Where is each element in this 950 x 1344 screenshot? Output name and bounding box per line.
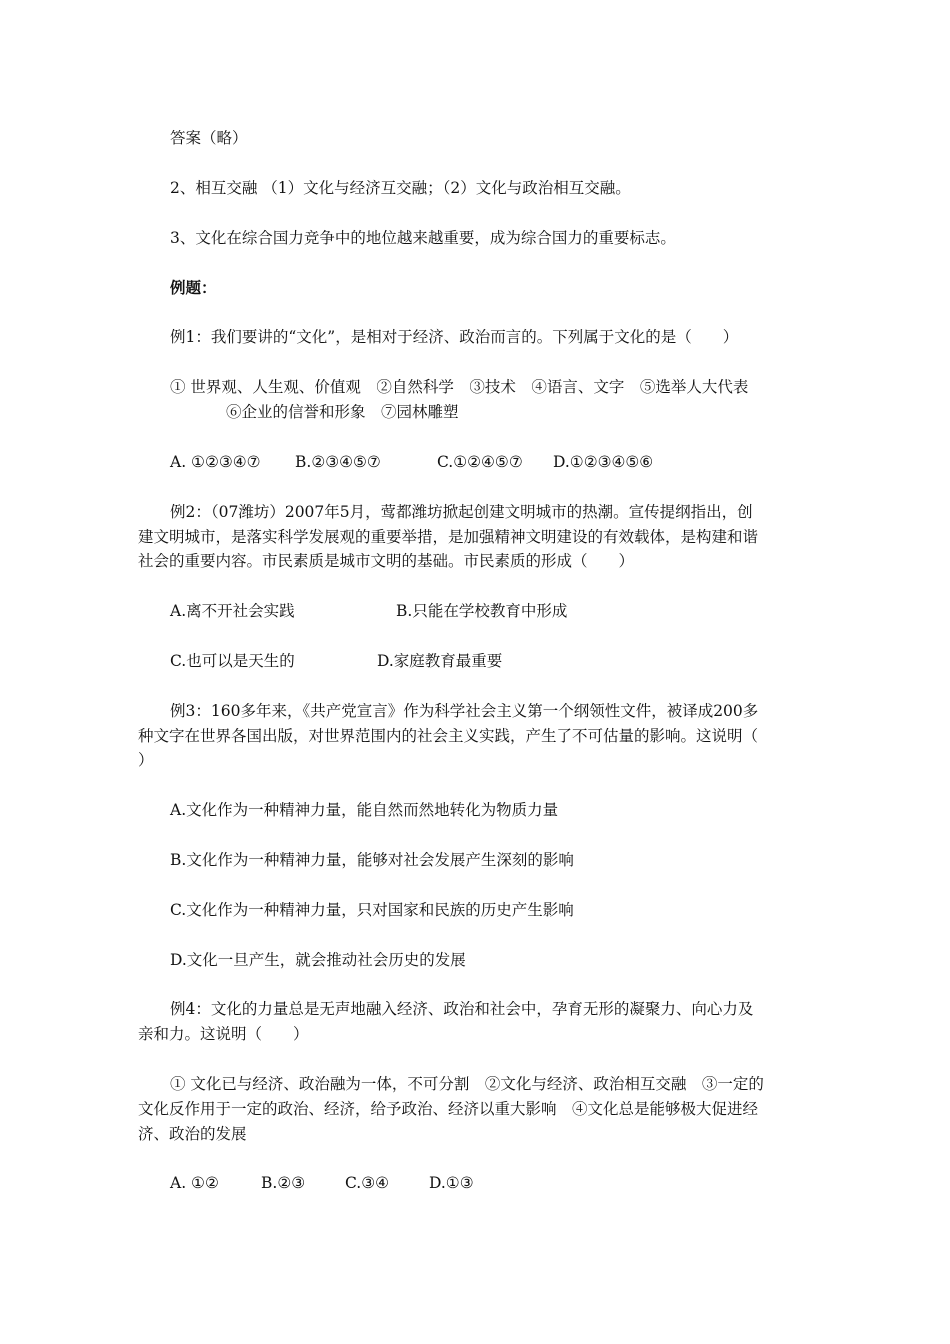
example-4-option-c: C.③④ xyxy=(345,1174,390,1192)
answer-note: 答案（略） xyxy=(170,129,248,147)
example-4-items-line-1: ① 文化已与经济、政治融为一体，不可分割 ②文化与经济、政治相互交融 ③一定的 xyxy=(170,1075,764,1093)
example-1-option-c: C.①②④⑤⑦ xyxy=(437,453,523,471)
example-4-items-line-2: 文化反作用于一定的政治、经济，给予政治、经济以重大影响 ④文化总是能够极大促进经 xyxy=(138,1100,759,1118)
example-4-option-b: B.②③ xyxy=(261,1174,306,1192)
example-1-option-d: D.①②③④⑤⑥ xyxy=(553,453,654,471)
point-3: 3、文化在综合国力竞争中的地位越来越重要，成为综合国力的重要标志。 xyxy=(170,229,676,247)
example-3-option-b: B.文化作为一种精神力量，能够对社会发展产生深刻的影响 xyxy=(170,851,574,869)
example-1-items-line-2: ⑥企业的信誉和形象 ⑦园林雕塑 xyxy=(226,403,459,421)
example-4-option-d: D.①③ xyxy=(429,1174,474,1192)
example-2-line-1: 例2：（07潍坊）2007年5月，莺都潍坊掀起创建文明城市的热潮。宣传提纲指出，创 xyxy=(170,503,753,521)
example-2-option-a: A.离不开社会实践 xyxy=(170,602,295,620)
example-4-line-1: 例4：文化的力量总是无声地融入经济、政治和社会中，孕育无形的凝聚力、向心力及 xyxy=(170,1000,754,1018)
example-1-option-a: A. ①②③④⑦ xyxy=(170,453,261,471)
example-3-option-a: A.文化作为一种精神力量，能自然而然地转化为物质力量 xyxy=(170,801,559,819)
examples-heading: 例题： xyxy=(170,278,217,297)
point-2: 2、相互交融 （1）文化与经济互交融；（2）文化与政治相互交融。 xyxy=(170,179,631,197)
example-2-line-2: 建文明城市，是落实科学发展观的重要举措，是加强精神文明建设的有效载体，是构建和谐 xyxy=(138,528,759,546)
example-3-option-d: D.文化一旦产生，就会推动社会历史的发展 xyxy=(170,951,466,969)
example-2-option-d: D.家庭教育最重要 xyxy=(377,652,503,670)
example-4-option-a: A. ①② xyxy=(170,1174,219,1192)
example-2-option-c: C.也可以是天生的 xyxy=(170,652,295,670)
example-4-items-line-3: 济、政治的发展 xyxy=(138,1125,247,1143)
example-1-items-line-1: ① 世界观、人生观、价值观 ②自然科学 ③技术 ④语言、文字 ⑤选举人大代表 xyxy=(170,378,749,396)
example-1-option-b: B.②③④⑤⑦ xyxy=(295,453,381,471)
example-3-option-c: C.文化作为一种精神力量，只对国家和民族的历史产生影响 xyxy=(170,901,574,919)
example-1-question: 例1：我们要讲的“文化”，是相对于经济、政治而言的。下列属于文化的是（ ） xyxy=(170,328,739,346)
example-3-line-3: ） xyxy=(138,751,154,769)
example-3-line-1: 例3：160多年来，《共产党宣言》作为科学社会主义第一个纲领性文件，被译成200多 xyxy=(170,702,759,720)
example-4-line-2: 亲和力。这说明（ ） xyxy=(138,1025,309,1043)
example-3-line-2: 种文字在世界各国出版，对世界范围内的社会主义实践，产生了不可估量的影响。这说明（ xyxy=(138,727,759,745)
example-2-line-3: 社会的重要内容。市民素质是城市文明的基础。市民素质的形成（ ） xyxy=(138,552,635,570)
example-2-option-b: B.只能在学校教育中形成 xyxy=(396,602,568,620)
